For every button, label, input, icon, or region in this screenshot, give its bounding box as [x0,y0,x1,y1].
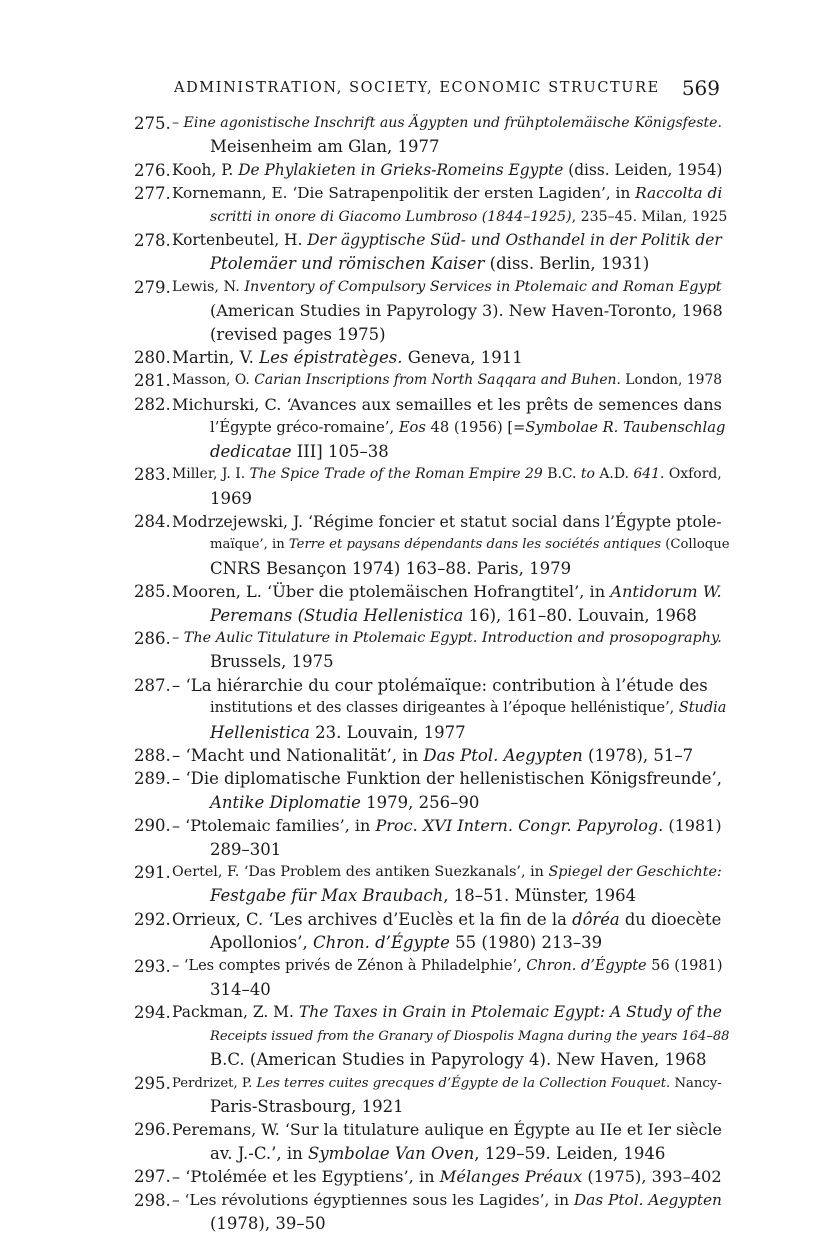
italic-text: Peremans (Studia Hellenistica [210,605,464,625]
entry-text: 48 (1956) [= [425,419,526,437]
entry-text: Kornemann, E. ‘Die Satrapenpolitik der ersten Lagiden’, in [172,184,636,203]
italic-text: Chron. d’Égypte [526,957,647,974]
entry-text: – ‘La hiérarchie du cour ptolémaïque: contribution à l’étude des [172,675,708,695]
entry-text: – ‘Ptolémée et les Egyptiens’, in [172,1167,440,1187]
entry-text: du dioecète [619,909,722,929]
entry-number: 294. [134,1003,171,1023]
entry-line [172,1072,722,1095]
bibliography-entry [134,861,722,908]
entry-line [172,908,722,931]
entry-text: Orrieux, C. ‘Les archives d’Euclès et la fin de la [172,909,573,929]
entry-text: CNRS Besançon 1974) 163–88. Paris, 1979 [210,558,572,578]
entry-text: Modrzejewski, J. ‘Régime foncier et statut social dans l’Égypte ptole- [172,511,722,531]
entry-line [172,206,728,229]
bibliography-entry [134,580,722,627]
italic-text: Eine agonistische Inschrift aus Ägypten und frühptolemäische Königsfeste. [183,115,722,131]
bibliography-entry [134,955,722,1002]
bibliography-entry [134,182,728,229]
entry-text: – ‘Ptolemaic families’, in [172,816,376,836]
entry-text: , 129–59. Leiden, 1946 [474,1143,666,1163]
entry-line [172,627,722,650]
italic-text: Symbolae Van Oven [308,1143,475,1163]
entry-line [172,931,722,954]
entry-line [172,135,722,158]
entry-text: Packman, Z. M. [172,1003,299,1022]
entry-number: 291. [134,863,171,882]
italic-text: Receipts issued from the Granary of Diospolis Magna during the years 164–88 [210,1028,730,1044]
entry-text: Masson, O. [172,372,255,389]
entry-line [172,159,722,182]
italic-text: Spiegel der Geschichte: [548,864,722,880]
entry-line [172,229,722,252]
entry-text: Perdrizet, P. [172,1075,257,1091]
bibliography-entry [134,627,722,674]
entry-text: 289–301 [210,839,282,859]
entry-line [172,182,722,205]
bibliography-entry [134,814,722,861]
italic-text: Carian Inscriptions from North Saqqara and Buhen. [254,372,621,389]
italic-text: Les terres cuites grecques d’Égypte de la Collection Fouquet. [256,1075,671,1091]
bibliography-entry [134,510,730,580]
entry-text: (diss. Berlin, 1931) [484,254,650,274]
entry-text: (1978), 39–50 [210,1214,326,1234]
entry-text: , 18–51. Münster, 1964 [443,886,637,906]
italic-text: Ptolemäer und römischen Kaiser [210,254,485,274]
entry-line [172,369,722,392]
entry-text: Nancy- [670,1075,722,1091]
italic-text: Eos [398,419,426,437]
bibliography-entry [134,159,722,182]
bibliography-entry [134,229,722,276]
entry-text: Brussels, 1975 [210,652,334,672]
entry-number: 290. [134,816,171,836]
entry-text: 314–40 [210,980,271,1000]
entry-line [172,487,722,510]
entry-line [172,767,722,790]
bibliography-entry [134,1165,722,1188]
italic-text: to [580,466,595,483]
entry-number: 298. [134,1190,171,1210]
entry-text: (1981) [663,816,722,836]
entry-line [172,440,722,463]
entry-text: 1969 [210,488,252,508]
entry-line [172,1025,730,1048]
italic-text: Les épistratèges. [259,348,403,368]
entry-line [172,884,722,907]
entry-text: Paris-Strasbourg, 1921 [210,1097,404,1117]
entry-text: (revised pages 1975) [210,324,386,344]
entry-text: – ‘Les comptes privés de Zénon à Philadelphie’, [172,957,527,974]
running-header [174,76,720,102]
italic-text: Symbolae R. Taubenschlag [525,419,726,437]
bibliography-entry [134,393,726,463]
entry-text: A.D. [594,466,634,483]
entry-number: 282. [134,394,171,414]
page-number: 569 [681,76,720,100]
italic-text: Terre et paysans dépendants dans les sociétés antiques [288,537,661,553]
entry-number: 293. [134,956,171,976]
entry-number: 281. [134,371,171,391]
entry-line [172,814,722,837]
entry-line [172,580,722,603]
entry-line [172,557,722,580]
bibliography-entry [134,346,722,369]
bibliography-entry [134,369,722,392]
entry-line [172,1095,722,1118]
entry-text: institutions et des classes dirigeantes à l’époque hellénistique’, [210,700,679,717]
entry-line [172,650,722,673]
entry-line [172,1118,722,1141]
entry-line [172,1165,722,1188]
entry-number: 285. [134,582,171,602]
entry-number: 280. [134,348,171,368]
entry-text: (Colloque [661,537,730,553]
italic-text: Studia [678,700,727,717]
entry-text: 1979, 256–90 [360,792,480,812]
entry-text: Mooren, L. ‘Über die ptolemäischen Hofrangtitel’, in [172,582,611,602]
entry-text: Oxford, [664,466,722,483]
entry-line [172,791,722,814]
entry-text: Miller, J. I. [172,466,250,483]
entry-text: Michurski, C. ‘Avances aux semailles et les prêts de semences dans [172,394,722,414]
entry-number: 277. [134,184,171,204]
entry-number: 276. [134,160,171,180]
italic-text: Festgabe für Max Braubach [210,886,444,906]
entry-text: III] 105–38 [291,441,389,461]
entry-text: , 235–45. Milan, 1925 [571,208,728,225]
italic-text: Chron. d’Égypte [312,933,450,953]
italic-text: The Taxes in Grain in Ptolemaic Egypt: A Study of the [298,1003,722,1022]
entry-text: Kortenbeutel, H. [172,231,308,250]
entry-line [172,346,722,369]
entry-line [172,838,722,861]
entry-line [172,721,722,744]
entry-text: London, 1978 [620,372,723,389]
bibliography-entry [134,744,722,767]
bibliography-entry [134,767,722,814]
bibliography-entry [134,1072,722,1119]
entry-line [172,510,722,533]
entry-number: 286. [134,628,171,648]
entry-line [172,533,730,556]
entry-text: (American Studies in Papyrology 3). New Haven-Toronto, 1968 [210,301,723,321]
bibliography-entry [134,1118,722,1165]
entry-line [172,978,722,1001]
entry-line [172,299,722,322]
entry-text: B.C. (American Studies in Papyrology 4). New Haven, 1968 [210,1050,707,1070]
entry-line [172,276,722,299]
italic-text: Raccolta di [635,184,723,203]
entry-text: Lewis, N. [172,278,245,295]
entry-number: 287. [134,675,171,695]
entry-number: 279. [134,277,171,297]
entry-text: av. J.-C.’, in [210,1143,309,1163]
bibliography-list [134,112,730,1236]
entry-text: B.C. [542,466,581,483]
entry-text: Martin, V. [172,348,260,368]
entry-number: 284. [134,511,171,531]
italic-text: Antike Diplomatie [210,792,361,812]
entry-text: maïque’, in [210,537,289,553]
entry-text: 23. Louvain, 1977 [309,722,466,742]
italic-text: Mélanges Préaux [439,1167,583,1187]
entry-text: Kooh, P. [172,160,239,179]
bibliography-entry [134,276,722,346]
entry-text: (1975), 393–402 [582,1167,722,1187]
entry-text: 16), 161–80. Louvain, 1968 [463,605,697,625]
entry-line [172,697,727,720]
entry-text: – ‘Les révolutions égyptiennes sous les Lagides’, in [172,1190,574,1209]
entry-line [172,1142,722,1165]
bibliography-entry [134,674,727,744]
entry-number: 292. [134,909,171,929]
italic-text: Der ägyptische Süd- und Osthandel in der Politik der [307,231,722,250]
entry-line [172,112,722,135]
entry-line [172,1001,722,1024]
entry-line [172,604,722,627]
entry-text: 56 (1981) [646,957,723,974]
entry-text: (diss. Leiden, 1954) [563,160,723,179]
running-title: ADMINISTRATION, SOCIETY, ECONOMIC STRUCTURE [174,80,660,96]
bibliography-entry [134,1189,722,1236]
italic-text: Hellenistica [210,722,310,742]
entry-text: Geneva, 1911 [402,348,523,368]
entry-text: – ‘Macht und Nationalität’, in [172,745,424,765]
entry-text: 55 (1980) 213–39 [449,933,603,953]
italic-text: Das Ptol. Aegypten [573,1190,722,1209]
entry-text: – ‘Die diplomatische Funktion der hellenistischen Königsfreunde’, [172,769,722,789]
bibliography-entry [134,908,722,955]
entry-number: 288. [134,745,171,765]
italic-text: scritti in onore di Giacomo Lumbroso (1844–1925) [210,208,572,225]
entry-text: Meisenheim am Glan, 1977 [210,137,440,157]
entry-text: – [172,115,184,131]
entry-text: Oertel, F. ‘Das Problem des antiken Suezkanals’, in [172,864,549,880]
italic-text: dedicatae [210,441,292,461]
bibliography-entry [134,1001,730,1071]
italic-text: Inventory of Compulsory Services in Ptolemaic and Roman Egypt [244,278,722,295]
entry-number: 278. [134,231,171,251]
entry-number: 275. [134,114,171,133]
entry-line [172,1212,722,1235]
italic-text: The Aulic Titulature in Ptolemaic Egypt. Introduction and prosopography. [183,629,722,646]
entry-text: Apollonios’, [210,933,313,953]
entry-line [172,1189,722,1212]
entry-text: Peremans, W. ‘Sur la titulature aulique en Égypte au IIe et Ier siècle [172,1120,722,1140]
entry-line [172,674,722,697]
bibliography-entry [134,112,722,159]
entry-line [172,252,722,275]
italic-text: 641. [633,466,665,483]
entry-number: 297. [134,1167,171,1187]
entry-line [172,463,722,486]
entry-number: 296. [134,1120,171,1140]
entry-number: 289. [134,769,171,789]
entry-number: 295. [134,1073,171,1093]
entry-line [172,744,722,767]
italic-text: Proc. XVI Intern. Congr. Papyrolog. [375,816,664,836]
entry-line [172,416,726,439]
entry-line [172,393,722,416]
entry-text: l’Égypte gréco-romaine’, [210,419,399,437]
entry-line [172,323,722,346]
italic-text: dôréa [572,909,620,929]
italic-text: Antidorum W. [610,582,722,602]
bibliography-entry [134,463,722,510]
entry-line [172,955,722,978]
entry-line [172,861,722,884]
entry-line [172,1048,722,1071]
italic-text: De Phylakieten in Grieks-Romeins Egypte [238,160,564,179]
entry-text: (1978), 51–7 [582,745,694,765]
italic-text: The Spice Trade of the Roman Empire 29 [249,466,543,483]
entry-number: 283. [134,465,171,485]
entry-text: – [172,629,184,646]
italic-text: Das Ptol. Aegypten [423,745,583,765]
